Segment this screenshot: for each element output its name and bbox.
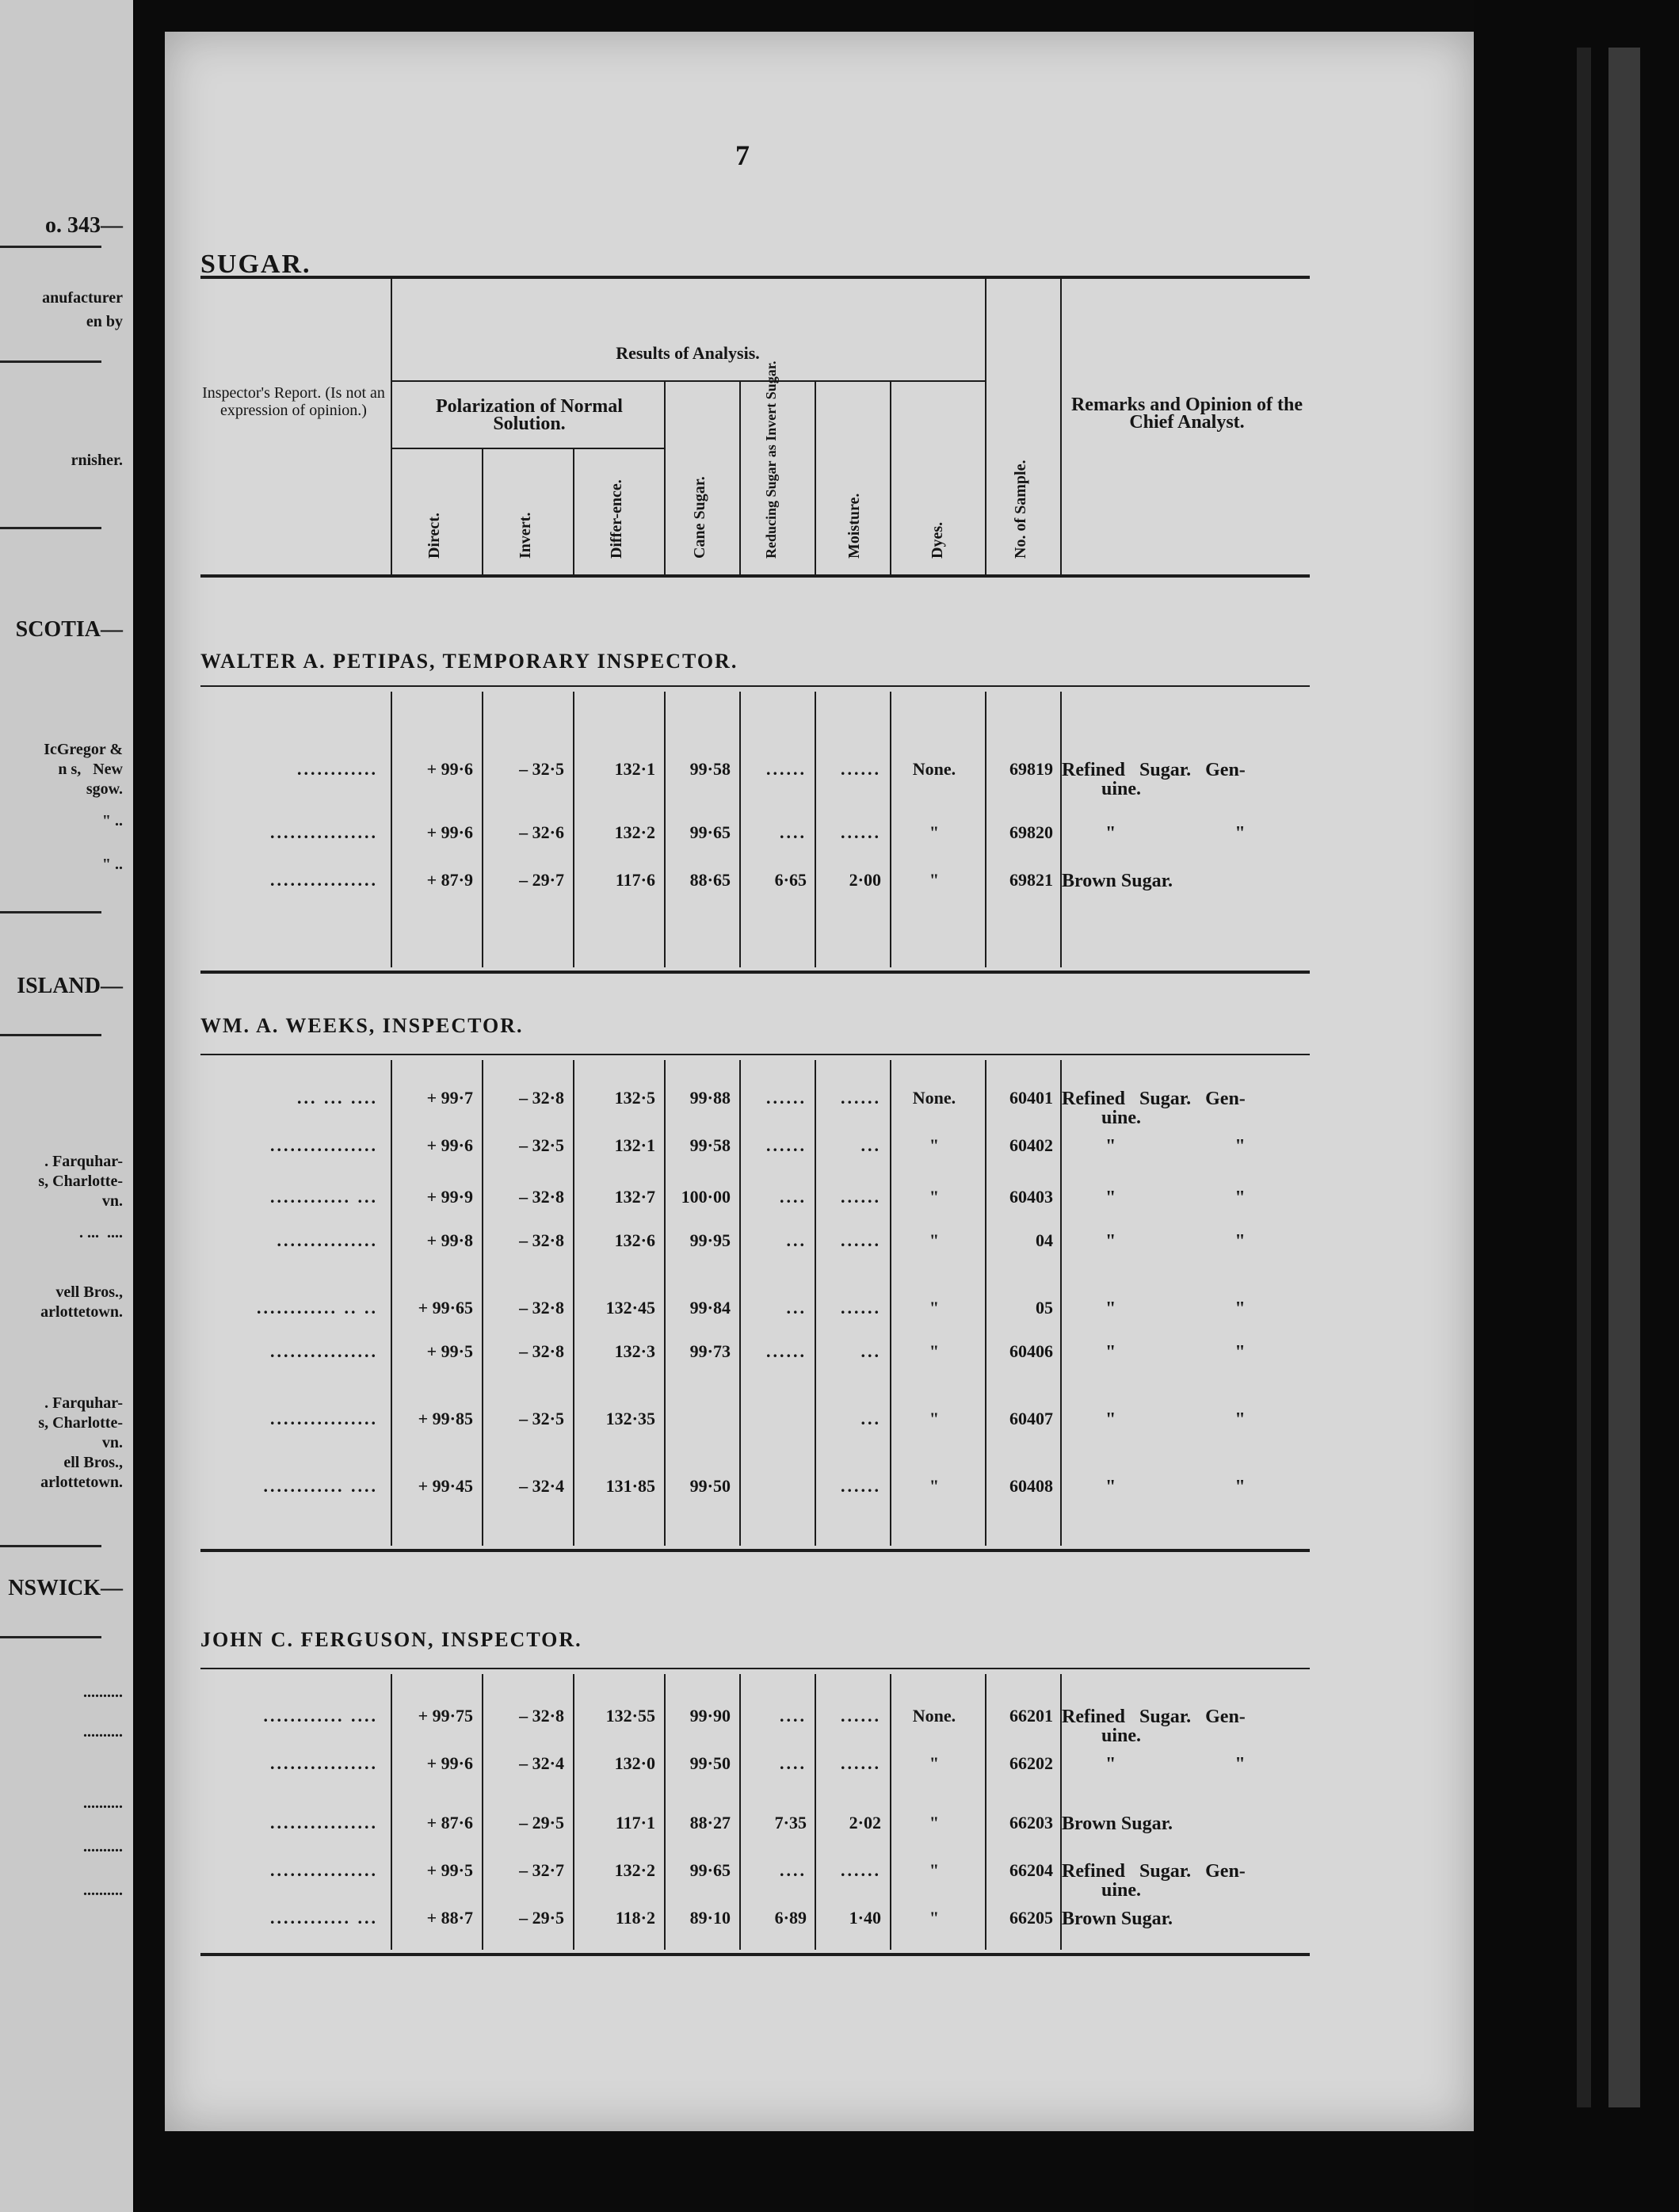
cell-sample: 69819 — [1009, 761, 1053, 778]
cell-report: ................ — [270, 1137, 378, 1154]
cell-difference: 132·0 — [614, 1755, 655, 1772]
header-invert: Invert. — [517, 512, 534, 559]
left-page-rule — [0, 527, 101, 529]
cell-direct: + 99·6 — [426, 824, 473, 841]
left-page-text: .......... — [83, 1838, 123, 1855]
cell-dyes: " — [929, 1862, 940, 1879]
cell-sample: 04 — [1036, 1232, 1053, 1249]
cell-invert: – 32·6 — [519, 824, 564, 841]
header-divider — [664, 382, 666, 576]
cell-difference: 132·3 — [614, 1343, 655, 1360]
cell-sample: 66204 — [1009, 1862, 1053, 1879]
cell-difference: 132·55 — [605, 1707, 655, 1725]
column-divider — [890, 692, 891, 967]
left-page-text: anufacturer — [42, 289, 123, 307]
header-reducing-sugar: Reducing Sugar as Invert Sugar. — [763, 360, 779, 559]
inspector-heading: WM. A. WEEKS, INSPECTOR. — [200, 1014, 524, 1037]
cell-difference: 132·35 — [605, 1410, 655, 1428]
cell-invert: – 32·8 — [519, 1232, 564, 1249]
cell-invert: – 32·4 — [519, 1755, 564, 1772]
remark-line: uine. — [1101, 1108, 1142, 1128]
header-difference: Differ-ence. — [608, 479, 625, 559]
cell-moisture: ... — [860, 1410, 881, 1428]
cell-remarks — [1062, 1137, 1315, 1156]
cell-sample: 60407 — [1009, 1410, 1053, 1428]
remark-line: uine. — [1101, 1880, 1142, 1901]
cell-difference: 117·1 — [615, 1814, 655, 1832]
cell-remarks — [1062, 824, 1315, 843]
cell-sample: 60406 — [1009, 1343, 1053, 1360]
left-page-text: arlottetown. — [40, 1474, 123, 1491]
section-bottom-rule — [200, 1549, 1310, 1552]
cell-difference: 117·6 — [615, 871, 655, 889]
cell-remarks — [1062, 1299, 1315, 1318]
remark-line: Brown Sugar. — [1062, 1813, 1173, 1834]
cell-reducing: .... — [780, 1755, 807, 1772]
cell-direct: + 99·45 — [418, 1478, 473, 1495]
cell-cane: 99·50 — [689, 1755, 731, 1772]
column-divider — [573, 1674, 574, 1950]
cell-invert: – 32·8 — [519, 1299, 564, 1317]
cell-invert: – 32·8 — [519, 1707, 564, 1725]
remark-line: uine. — [1101, 1726, 1142, 1746]
cell-remarks — [1062, 1089, 1315, 1127]
cell-report: ................ — [270, 1862, 378, 1879]
cell-direct: + 99·7 — [426, 1089, 473, 1107]
cell-reducing: ...... — [766, 1137, 807, 1154]
cell-dyes: None. — [912, 1707, 956, 1725]
cell-cane: 99·50 — [689, 1478, 731, 1495]
header-moisture: Moisture. — [845, 493, 863, 559]
left-page-text: .......... — [83, 1684, 123, 1701]
remark-line: Refined Sugar. Gen- — [1062, 1707, 1246, 1727]
remark-line: " " — [1105, 823, 1246, 844]
column-divider — [482, 1060, 483, 1546]
remark-line: uine. — [1101, 779, 1142, 799]
cell-dyes: None. — [912, 1089, 956, 1107]
cell-invert: – 29·7 — [519, 871, 564, 889]
cell-cane: 99·65 — [689, 824, 731, 841]
cell-dyes: " — [929, 871, 940, 889]
cell-reducing: ... — [786, 1299, 807, 1317]
left-page-rule — [0, 360, 101, 363]
cell-moisture: 2·02 — [849, 1814, 881, 1832]
cell-direct: + 99·9 — [426, 1188, 473, 1206]
cell-invert: – 32·5 — [519, 1410, 564, 1428]
cell-difference: 132·6 — [614, 1232, 655, 1249]
column-divider — [890, 1674, 891, 1950]
left-page-text: rnisher. — [71, 452, 123, 469]
left-page-text: SCOTIA— — [15, 617, 123, 642]
cell-direct: + 99·6 — [426, 761, 473, 778]
cell-reducing: .... — [780, 1862, 807, 1879]
cell-invert: – 32·5 — [519, 761, 564, 778]
cell-moisture: ...... — [841, 1862, 881, 1879]
cell-dyes: " — [929, 1909, 940, 1927]
cell-remarks — [1062, 1478, 1315, 1497]
cell-dyes: " — [929, 1343, 940, 1360]
cell-cane: 88·65 — [689, 871, 731, 889]
cell-difference: 132·2 — [614, 824, 655, 841]
cell-moisture: ...... — [841, 1478, 881, 1495]
cell-cane: 99·58 — [689, 761, 731, 778]
header-results-of-analysis: Results of Analysis. — [616, 343, 760, 363]
cell-report: ... ... .... — [297, 1089, 378, 1107]
cell-dyes: " — [929, 1410, 940, 1428]
column-divider — [739, 1060, 741, 1546]
header-cane-sugar: Cane Sugar. — [691, 476, 708, 559]
page-edge-strip — [1577, 48, 1591, 2107]
cell-cane: 100·00 — [681, 1188, 731, 1206]
cell-remarks — [1062, 761, 1315, 799]
left-page-text: ell Bros., — [63, 1454, 123, 1471]
cell-sample: 60408 — [1009, 1478, 1053, 1495]
header-top-rule — [200, 276, 1310, 279]
column-divider — [573, 1060, 574, 1546]
cell-dyes: " — [929, 1232, 940, 1249]
cell-report: ............ .... — [263, 1478, 378, 1495]
remark-line: " " — [1105, 1409, 1246, 1430]
remark-line: " " — [1105, 1136, 1246, 1157]
cell-dyes: " — [929, 1755, 940, 1772]
header-divider — [890, 382, 891, 576]
cell-moisture: ... — [860, 1137, 881, 1154]
column-divider — [482, 692, 483, 967]
cell-direct: + 99·5 — [426, 1862, 473, 1879]
cell-sample: 60401 — [1009, 1089, 1053, 1107]
column-divider — [391, 1060, 392, 1546]
left-page-text: o. 343— — [45, 213, 123, 238]
left-page-text: vn. — [101, 1434, 123, 1451]
header-polarization: Polarization of Normal Solution. — [436, 396, 623, 434]
cell-cane: 99·95 — [689, 1232, 731, 1249]
cell-moisture: ... — [860, 1343, 881, 1360]
cell-moisture: 2·00 — [849, 871, 881, 889]
cell-dyes: " — [929, 1137, 940, 1154]
column-divider — [573, 692, 574, 967]
header-no-of-sample: No. of Sample. — [1012, 460, 1029, 559]
cell-reducing: .... — [780, 824, 807, 841]
left-page-text: " .. — [101, 812, 123, 830]
cell-cane: 99·65 — [689, 1862, 731, 1879]
cell-sample: 60403 — [1009, 1188, 1053, 1206]
cell-direct: + 99·5 — [426, 1343, 473, 1360]
cell-difference: 132·7 — [614, 1188, 655, 1206]
left-page-text: s, Charlotte- — [38, 1414, 123, 1432]
cell-report: ............ ... — [270, 1188, 378, 1206]
cell-report: ................ — [270, 1755, 378, 1772]
results-rule — [391, 380, 985, 382]
left-page-text: .......... — [83, 1882, 123, 1899]
cell-reducing: 6·65 — [774, 871, 807, 889]
cell-remarks — [1062, 1232, 1315, 1251]
left-page-text: .......... — [83, 1723, 123, 1741]
cell-difference: 132·1 — [614, 1137, 655, 1154]
left-page-text: ISLAND— — [17, 974, 123, 998]
remark-line: Refined Sugar. Gen- — [1062, 1861, 1246, 1882]
section-bottom-rule — [200, 1953, 1310, 1956]
cell-difference: 118·2 — [615, 1909, 655, 1927]
cell-remarks — [1062, 1862, 1315, 1900]
cell-sample: 66203 — [1009, 1814, 1053, 1832]
cell-difference: 132·5 — [614, 1089, 655, 1107]
cell-cane: 99·84 — [689, 1299, 731, 1317]
cell-cane: 99·88 — [689, 1089, 731, 1107]
cell-remarks — [1062, 1755, 1315, 1774]
cell-sample: 69820 — [1009, 824, 1053, 841]
header-divider — [815, 382, 816, 576]
cell-remarks — [1062, 1707, 1315, 1745]
cell-remarks — [1062, 1814, 1315, 1833]
remark-line: Brown Sugar. — [1062, 871, 1173, 891]
left-page-text: " .. — [101, 856, 123, 873]
cell-direct: + 99·8 — [426, 1232, 473, 1249]
cell-difference: 131·85 — [605, 1478, 655, 1495]
cell-remarks — [1062, 1909, 1315, 1928]
left-page-text: vn. — [101, 1192, 123, 1210]
cell-cane: 99·73 — [689, 1343, 731, 1360]
cell-reducing: .... — [780, 1188, 807, 1206]
left-page-rule — [0, 1545, 101, 1547]
cell-dyes: " — [929, 1814, 940, 1832]
remark-line: Refined Sugar. Gen- — [1062, 760, 1246, 780]
cell-direct: + 99·6 — [426, 1137, 473, 1154]
cell-reducing: .... — [780, 1707, 807, 1725]
cell-report: ............ .... — [263, 1707, 378, 1725]
cell-cane: 89·10 — [689, 1909, 731, 1927]
document-page — [165, 32, 1474, 2131]
header-divider — [391, 279, 392, 576]
inspector-heading: WALTER A. PETIPAS, TEMPORARY INSPECTOR. — [200, 650, 738, 673]
cell-dyes: " — [929, 824, 940, 841]
header-divider — [1060, 279, 1062, 576]
section-top-rule — [200, 1054, 1310, 1055]
cell-report: ................ — [270, 1343, 378, 1360]
cell-report: ................ — [270, 824, 378, 841]
section-top-rule — [200, 1668, 1310, 1669]
left-page-text: NSWICK— — [8, 1576, 123, 1600]
cell-sample: 66205 — [1009, 1909, 1053, 1927]
left-page-rule — [0, 1636, 101, 1638]
cell-direct: + 99·75 — [418, 1707, 473, 1725]
cell-moisture: ...... — [841, 1232, 881, 1249]
left-page-text: .......... — [83, 1794, 123, 1812]
cell-reducing: ...... — [766, 1343, 807, 1360]
left-page-text: . Farquhar- — [44, 1394, 123, 1412]
remark-line: " " — [1105, 1188, 1246, 1208]
cell-sample: 69821 — [1009, 871, 1053, 889]
column-divider — [739, 1674, 741, 1950]
header-bottom-rule — [200, 574, 1310, 578]
cell-moisture: ...... — [841, 1299, 881, 1317]
left-page-fragment — [0, 0, 135, 2212]
column-divider — [482, 1674, 483, 1950]
cell-report: ................ — [270, 1410, 378, 1428]
remark-line: Brown Sugar. — [1062, 1909, 1173, 1929]
cell-invert: – 32·5 — [519, 1137, 564, 1154]
cell-direct: + 99·85 — [418, 1410, 473, 1428]
header-remarks: Remarks and Opinion of the Chief Analyst. — [1070, 395, 1303, 433]
cell-dyes: None. — [912, 761, 956, 778]
cell-moisture: 1·40 — [849, 1909, 881, 1927]
cell-report: ............ ... — [270, 1909, 378, 1927]
cell-cane: 99·58 — [689, 1137, 731, 1154]
cell-report: ............ — [297, 761, 378, 778]
column-divider — [391, 1674, 392, 1950]
section-top-rule — [200, 685, 1310, 687]
cell-invert: – 32·4 — [519, 1478, 564, 1495]
cell-difference: 132·45 — [605, 1299, 655, 1317]
header-divider — [739, 382, 741, 576]
left-page-text: sgow. — [86, 780, 123, 798]
section-title: SUGAR. — [200, 250, 311, 279]
cell-reducing: ...... — [766, 761, 807, 778]
section-bottom-rule — [200, 971, 1310, 974]
cell-report: ............... — [277, 1232, 378, 1249]
cell-moisture: ...... — [841, 1707, 881, 1725]
page-number: 7 — [735, 139, 750, 171]
header-divider — [985, 279, 986, 576]
cell-invert: – 32·7 — [519, 1862, 564, 1879]
cell-remarks — [1062, 1188, 1315, 1207]
cell-remarks — [1062, 1343, 1315, 1362]
cell-reducing: 7·35 — [774, 1814, 807, 1832]
cell-reducing: 6·89 — [774, 1909, 807, 1927]
left-page-text: vell Bros., — [55, 1283, 123, 1301]
header-dyes: Dyes. — [929, 521, 946, 559]
cell-moisture: ...... — [841, 761, 881, 778]
cell-direct: + 87·9 — [426, 871, 473, 889]
header-divider — [573, 449, 574, 576]
column-divider — [391, 692, 392, 967]
cell-remarks — [1062, 871, 1315, 891]
cell-reducing: ...... — [766, 1089, 807, 1107]
cell-invert: – 29·5 — [519, 1909, 564, 1927]
cell-sample: 66201 — [1009, 1707, 1053, 1725]
cell-sample: 66202 — [1009, 1755, 1053, 1772]
left-page-text: IcGregor & — [44, 741, 123, 758]
cell-direct: + 99·65 — [418, 1299, 473, 1317]
right-page-edge — [1474, 0, 1679, 2212]
column-divider — [664, 1060, 666, 1546]
header-direct: Direct. — [425, 513, 443, 559]
polarization-rule — [391, 448, 664, 449]
cell-dyes: " — [929, 1188, 940, 1206]
column-divider — [739, 692, 741, 967]
cell-dyes: " — [929, 1478, 940, 1495]
cell-invert: – 29·5 — [519, 1814, 564, 1832]
left-page-rule — [0, 911, 101, 913]
cell-invert: – 32·8 — [519, 1089, 564, 1107]
cell-invert: – 32·8 — [519, 1343, 564, 1360]
header-divider — [482, 449, 483, 576]
inspector-heading: JOHN C. FERGUSON, INSPECTOR. — [200, 1628, 582, 1651]
cell-sample: 60402 — [1009, 1137, 1053, 1154]
remark-line: " " — [1105, 1342, 1246, 1363]
left-page-text: arlottetown. — [40, 1303, 123, 1321]
cell-invert: – 32·8 — [519, 1188, 564, 1206]
column-divider — [664, 1674, 666, 1950]
cell-direct: + 87·6 — [426, 1814, 473, 1832]
cell-moisture: ...... — [841, 1089, 881, 1107]
remark-line: " " — [1105, 1299, 1246, 1319]
left-page-text: en by — [86, 313, 123, 330]
left-page-rule — [0, 246, 101, 248]
cell-cane: 88·27 — [689, 1814, 731, 1832]
cell-reducing: ... — [786, 1232, 807, 1249]
page-edge-strip — [1608, 48, 1640, 2107]
cell-sample: 05 — [1036, 1299, 1053, 1317]
cell-moisture: ...... — [841, 1188, 881, 1206]
remark-line: Refined Sugar. Gen- — [1062, 1089, 1246, 1109]
cell-report: ............ .. .. — [257, 1299, 378, 1317]
left-page-text: s, Charlotte- — [38, 1173, 123, 1190]
cell-moisture: ...... — [841, 1755, 881, 1772]
cell-direct: + 88·7 — [426, 1909, 473, 1927]
left-page-text: . Farquhar- — [44, 1153, 123, 1170]
column-divider — [664, 692, 666, 967]
book-gutter — [133, 0, 135, 2212]
cell-remarks — [1062, 1410, 1315, 1429]
remark-line: " " — [1105, 1754, 1246, 1775]
header-inspector-report: Inspector's Report. (Is not an expression of opinion.) — [202, 384, 385, 419]
cell-difference: 132·2 — [614, 1862, 655, 1879]
remark-line: " " — [1105, 1231, 1246, 1252]
cell-moisture: ...... — [841, 824, 881, 841]
cell-report: ................ — [270, 1814, 378, 1832]
left-page-text: n s, New — [58, 761, 123, 778]
cell-report: ................ — [270, 871, 378, 889]
left-page-rule — [0, 1034, 101, 1036]
cell-direct: + 99·6 — [426, 1755, 473, 1772]
remark-line: " " — [1105, 1477, 1246, 1497]
cell-cane: 99·90 — [689, 1707, 731, 1725]
column-divider — [890, 1060, 891, 1546]
left-page-text: . ... .... — [79, 1224, 123, 1241]
cell-dyes: " — [929, 1299, 940, 1317]
cell-difference: 132·1 — [614, 761, 655, 778]
